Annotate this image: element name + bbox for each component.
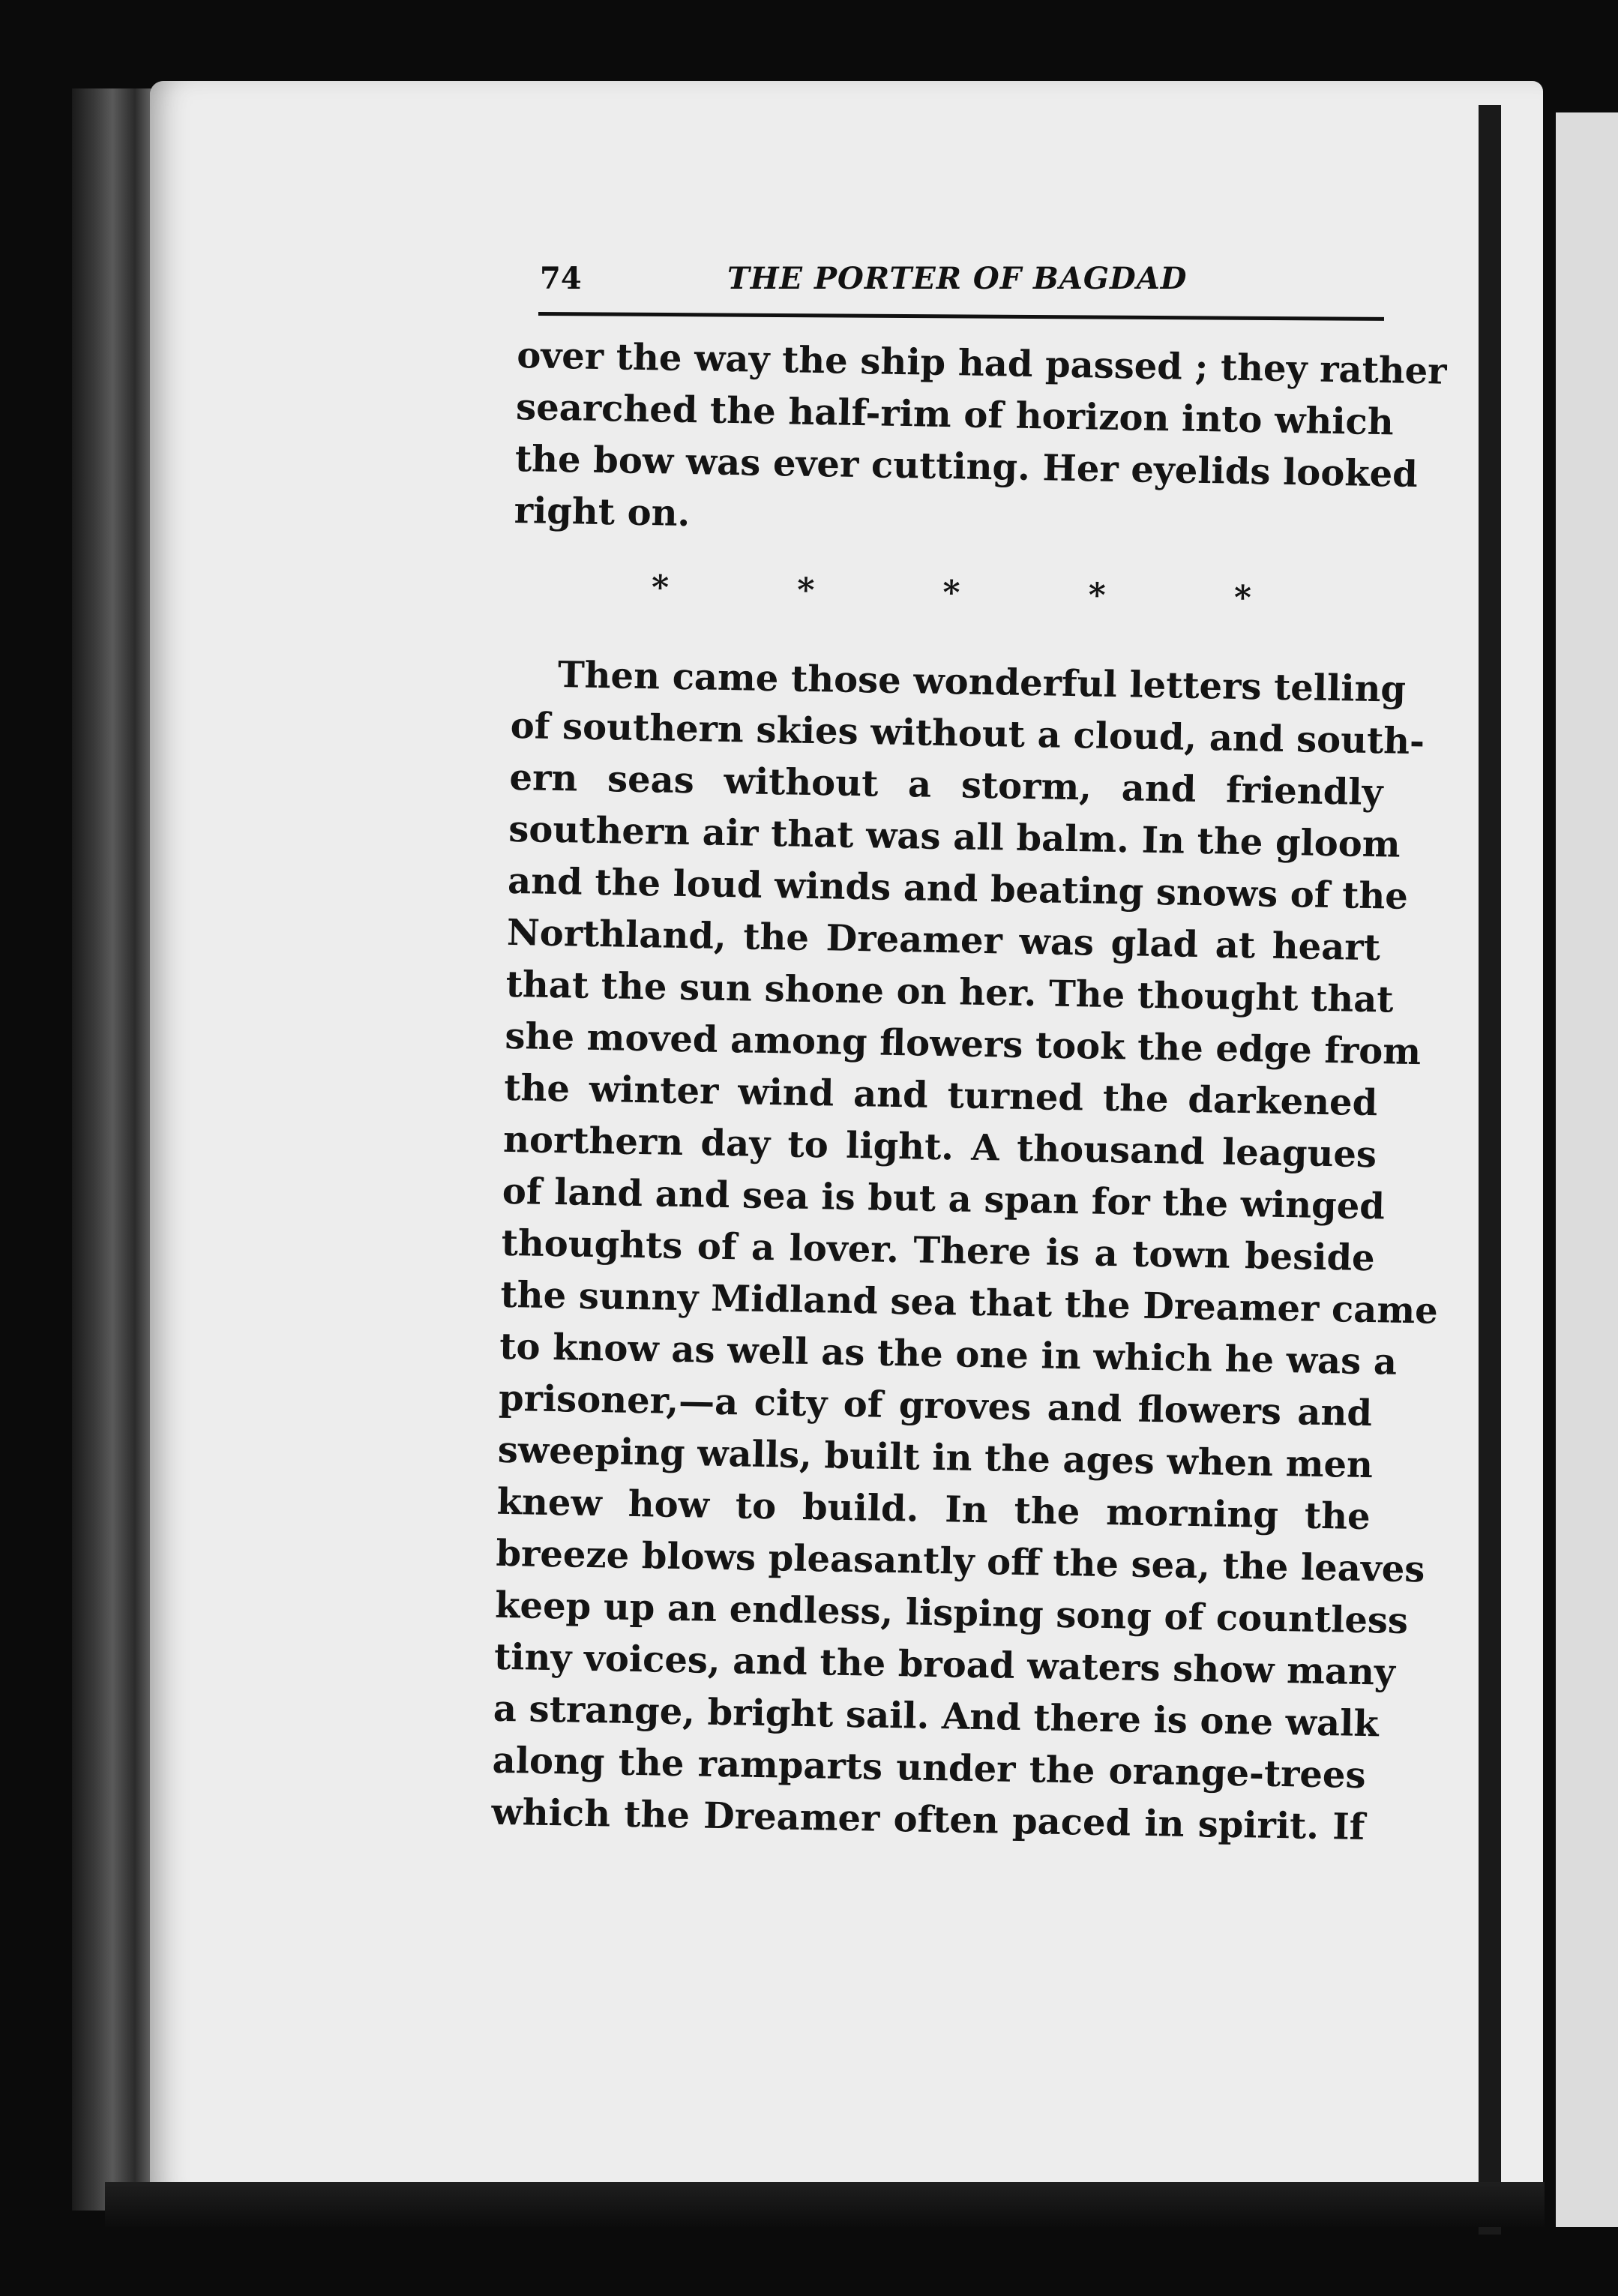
next-page-edge xyxy=(1556,112,1618,2227)
text-line: breeze blows pleasantly off the sea, the leaves xyxy=(496,1532,1425,1591)
text-line: that the sun shone on her. The thought that xyxy=(505,963,1394,1021)
text-line: of southern skies without a cloud, and south- xyxy=(510,704,1425,763)
text-line: she moved among flowers took the edge from xyxy=(505,1015,1422,1074)
text-line: sweeping walls, built in the ages when men xyxy=(497,1428,1374,1487)
page-text xyxy=(491,330,1447,1854)
text-line: which the Dreamer often paced in spirit. If xyxy=(491,1791,1365,1849)
text-line: to know as well as the one in which he was a xyxy=(499,1325,1398,1383)
text-line: the sunny Midland sea that the Dreamer came xyxy=(500,1273,1439,1332)
section-separator xyxy=(651,562,1251,624)
text-line: prisoner,—a city of groves and flowers and xyxy=(498,1377,1373,1435)
text-line: tiny voices, and the broad waters show many xyxy=(493,1635,1396,1694)
text-line: the bow was ever cutting. Her eyelids looked xyxy=(514,437,1419,496)
text-line: searched the half-rim of horizon into which xyxy=(515,385,1395,444)
text-line: and the loud winds and beating snows of the xyxy=(507,859,1409,918)
separator-asterisk: * xyxy=(651,568,670,607)
text-line: over the way the ship had passed ; they rather xyxy=(516,334,1447,393)
text-line: ern seas without a storm, and friendly xyxy=(509,756,1383,814)
paragraph-2 xyxy=(491,649,1439,1854)
separator-asterisk: * xyxy=(942,573,960,613)
separator-asterisk: * xyxy=(1088,576,1107,615)
text-line: knew how to build. In the morning the xyxy=(496,1480,1371,1539)
separator-asterisk: * xyxy=(796,571,815,610)
text-line: Northland, the Dreamer was glad at heart xyxy=(506,911,1381,970)
paragraph-1 xyxy=(514,330,1447,552)
text-line: southern air that was all balm. In the gloom xyxy=(508,808,1401,866)
page-bottom-edge xyxy=(105,2182,1545,2227)
text-line: keep up an endless, lisping song of countless xyxy=(494,1584,1409,1642)
text-line: thoughts of a lover. There is a town beside xyxy=(501,1221,1376,1280)
text-line: of land and sea is but a span for the winged xyxy=(502,1170,1386,1228)
text-line: northern day to light. A thousand leagues xyxy=(502,1118,1377,1176)
text-line: a strange, bright sail. And there is one walk xyxy=(493,1687,1380,1746)
page-right-edge xyxy=(1479,105,1501,2235)
text-line: the winter wind and turned the darkened xyxy=(503,1066,1378,1125)
running-header xyxy=(540,255,1387,315)
text-line: right on. xyxy=(514,489,691,535)
page-number: 74 xyxy=(540,261,582,296)
separator-asterisk: * xyxy=(1233,578,1252,618)
text-line: along the ramparts under the orange-trees xyxy=(492,1739,1367,1797)
running-title: THE PORTER OF BAGDAD xyxy=(727,261,1188,296)
text-line: Then came those wonderful letters telling xyxy=(557,654,1407,711)
book-spine xyxy=(72,88,162,2211)
